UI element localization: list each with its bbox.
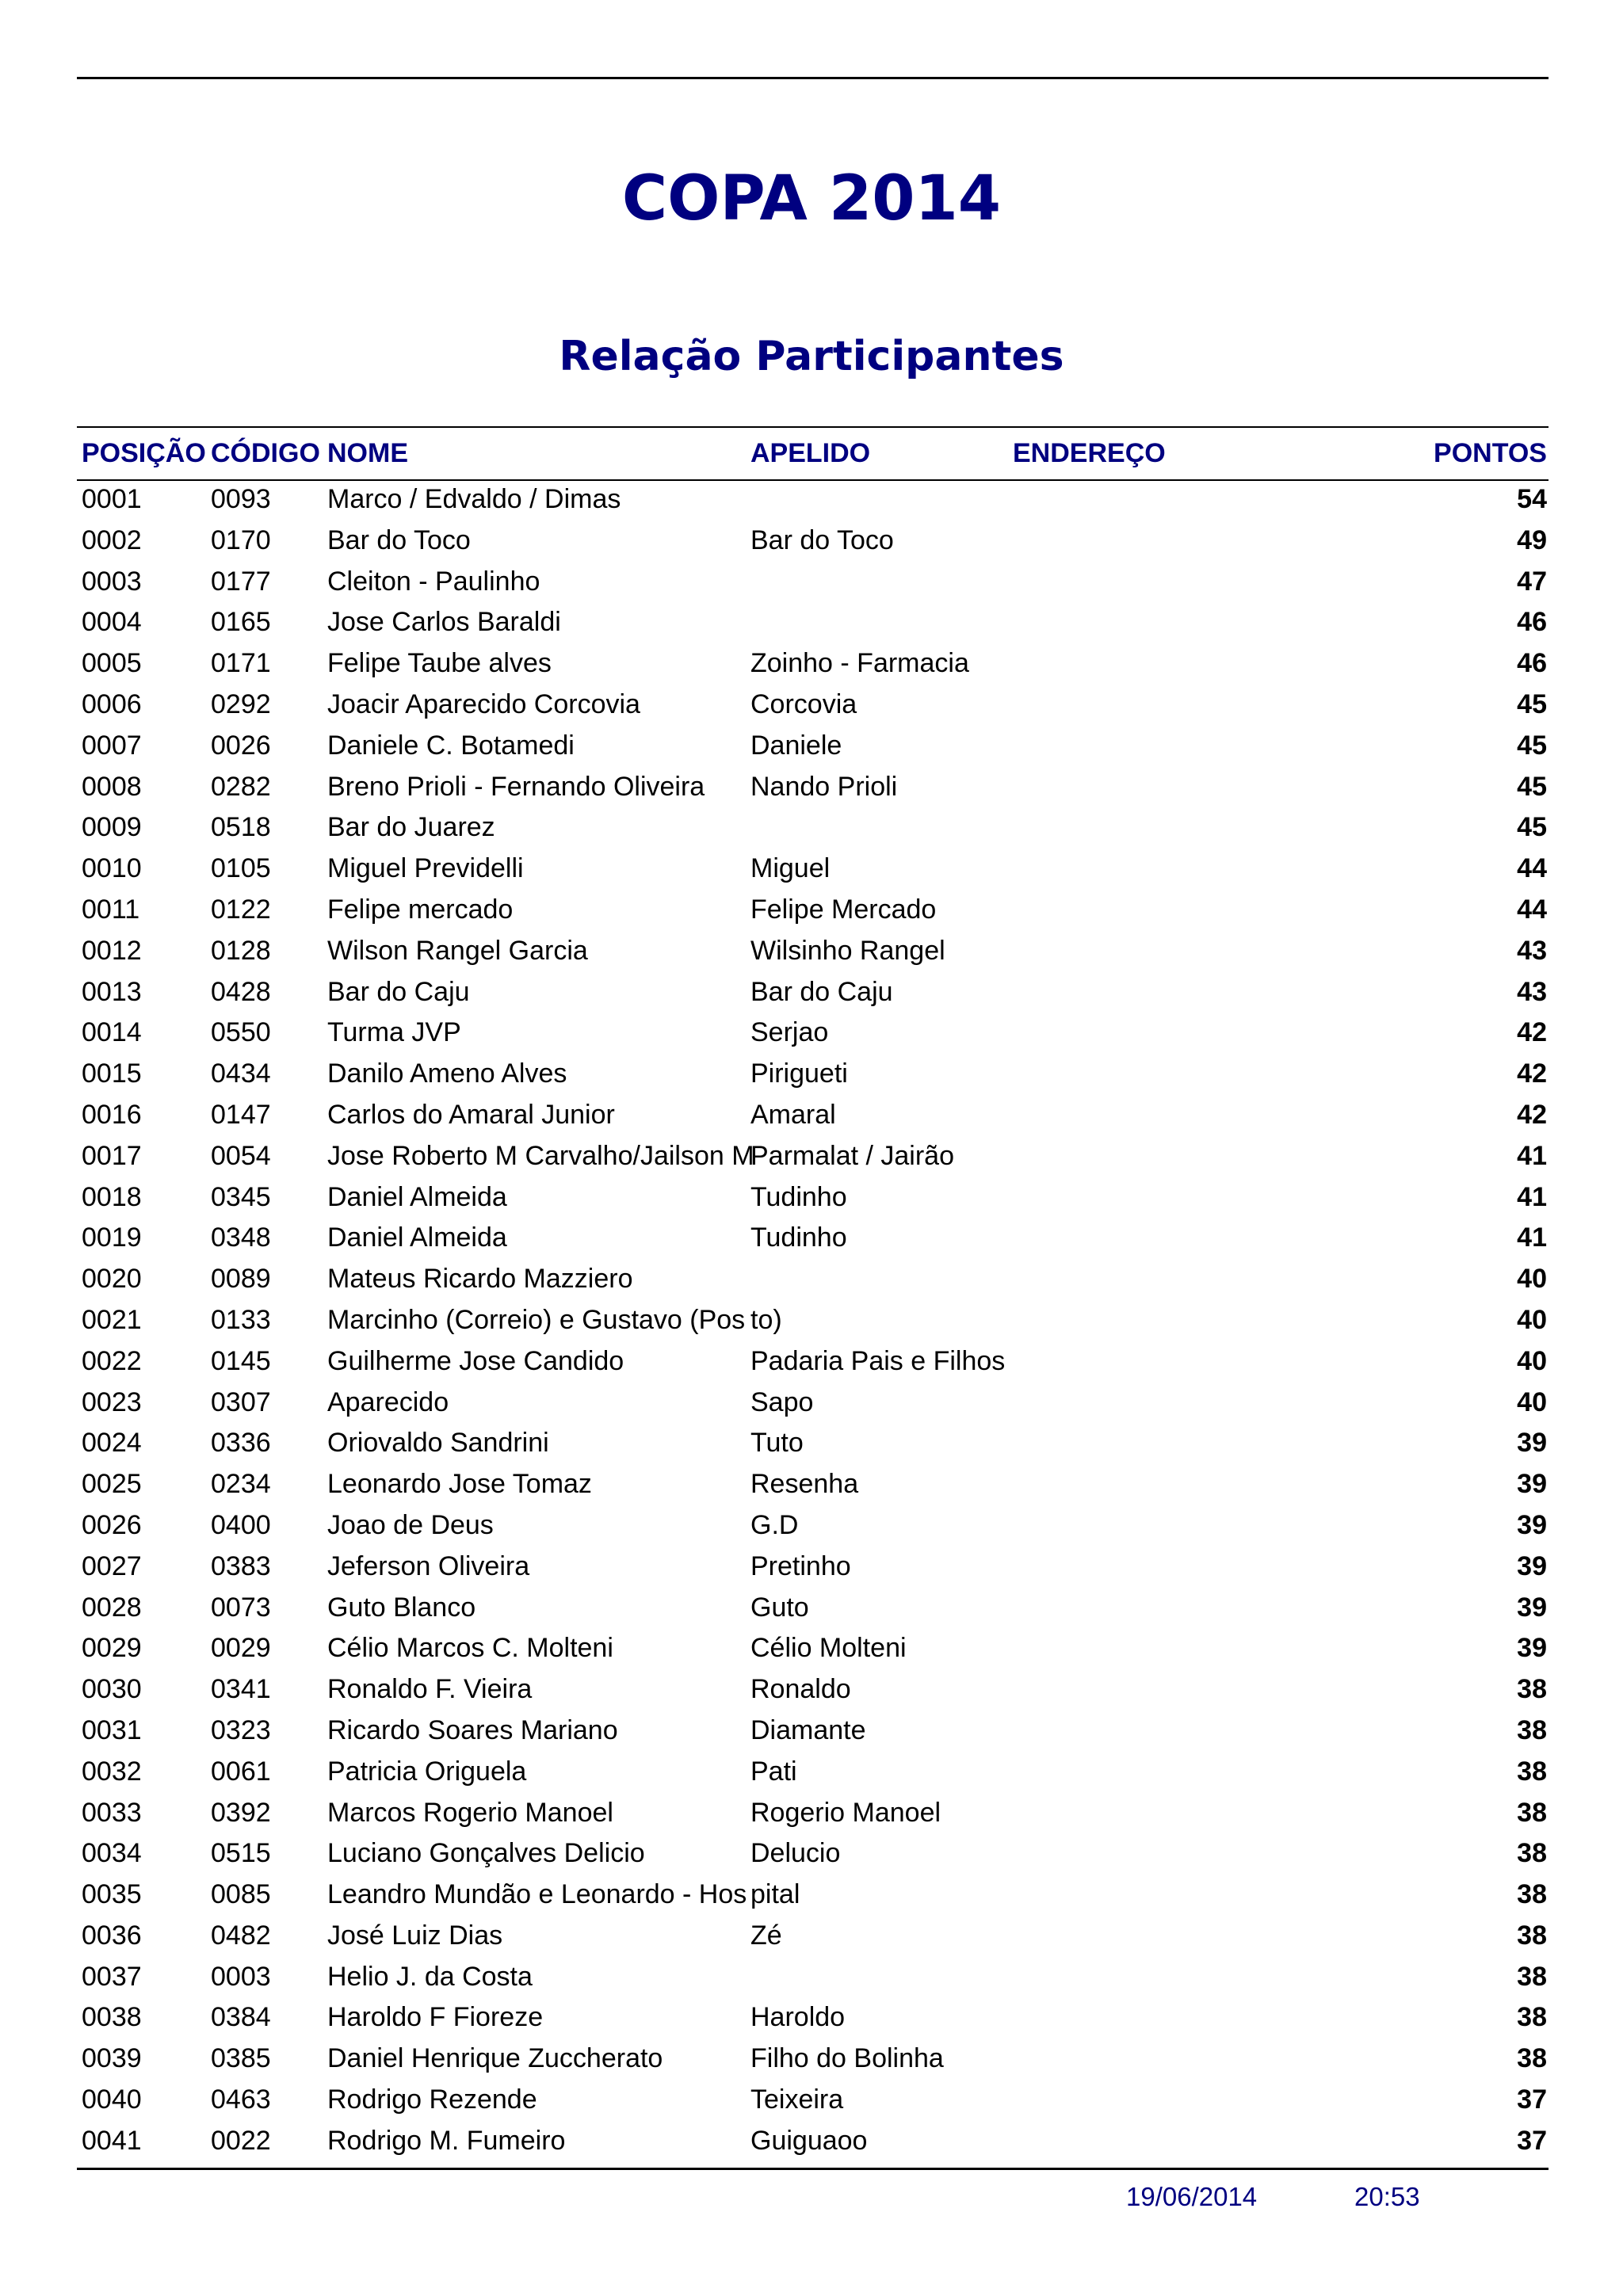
row-codigo: 0170 (211, 524, 271, 555)
row-nome: Luciano Gonçalves Delicio (327, 1838, 645, 1869)
table-row (0, 1217, 1623, 1258)
row-nome: Daniele C. Botamedi (327, 730, 575, 761)
row-codigo: 0085 (211, 1879, 271, 1910)
row-posicao: 0034 (82, 1838, 142, 1869)
row-posicao: 0032 (82, 1756, 142, 1787)
row-nome: José Luiz Dias (327, 1920, 503, 1951)
table-row (0, 848, 1623, 889)
row-nome: Guto Blanco (327, 1592, 476, 1623)
table-row (0, 971, 1623, 1013)
column-header-endereco: ENDEREÇO (1013, 438, 1166, 468)
row-apelido: Miguel (750, 853, 831, 884)
row-apelido: G.D (750, 1509, 799, 1540)
table-row (0, 1505, 1623, 1546)
row-nome: Leonardo Jose Tomaz (327, 1469, 592, 1500)
column-header-nome: NOME (327, 438, 408, 468)
top-divider (77, 77, 1549, 79)
row-apelido: Serjao (750, 1017, 829, 1048)
row-codigo: 0385 (211, 2043, 271, 2074)
row-pontos: 38 (1517, 2002, 1547, 2033)
row-codigo: 0345 (211, 1181, 271, 1212)
row-codigo: 0383 (211, 1550, 271, 1581)
row-pontos: 45 (1517, 730, 1547, 761)
row-pontos: 49 (1517, 524, 1547, 555)
row-codigo: 0341 (211, 1674, 271, 1705)
row-pontos: 44 (1517, 894, 1547, 925)
row-codigo: 0392 (211, 1797, 271, 1828)
row-codigo: 0336 (211, 1428, 271, 1459)
row-posicao: 0031 (82, 1714, 142, 1745)
row-pontos: 40 (1517, 1264, 1547, 1295)
row-codigo: 0518 (211, 812, 271, 843)
row-posicao: 0010 (82, 853, 142, 884)
row-nome: Danilo Ameno Alves (327, 1058, 567, 1089)
row-pontos: 39 (1517, 1633, 1547, 1664)
row-codigo: 0105 (211, 853, 271, 884)
row-pontos: 44 (1517, 853, 1547, 884)
bottom-divider (77, 2168, 1549, 2170)
row-codigo: 0323 (211, 1714, 271, 1745)
row-nome: Célio Marcos C. Molteni (327, 1633, 613, 1664)
row-nome: Rodrigo Rezende (327, 2084, 537, 2115)
row-nome: Helio J. da Costa (327, 1961, 533, 1992)
row-posicao: 0041 (82, 2125, 142, 2156)
row-posicao: 0017 (82, 1140, 142, 1171)
row-codigo: 0515 (211, 1838, 271, 1869)
row-nome: Cleiton - Paulinho (327, 566, 540, 597)
row-apelido: Diamante (750, 1714, 866, 1745)
row-pontos: 43 (1517, 976, 1547, 1007)
row-nome: Joao de Deus (327, 1509, 494, 1540)
row-posicao: 0016 (82, 1099, 142, 1130)
row-codigo: 0026 (211, 730, 271, 761)
table-row (0, 1587, 1623, 1628)
table-row (0, 1956, 1623, 1997)
row-codigo: 0003 (211, 1961, 271, 1992)
table-row (0, 479, 1623, 520)
row-pontos: 40 (1517, 1345, 1547, 1376)
row-nome: Jose Roberto M Carvalho/Jailson M (327, 1140, 754, 1171)
row-pontos: 46 (1517, 648, 1547, 679)
table-row (0, 1094, 1623, 1135)
row-codigo: 0128 (211, 935, 271, 966)
row-pontos: 45 (1517, 771, 1547, 802)
table-row (0, 1546, 1623, 1587)
table-row (0, 2038, 1623, 2079)
table-row (0, 1751, 1623, 1792)
row-pontos: 54 (1517, 484, 1547, 514)
table-row (0, 520, 1623, 561)
row-apelido: Haroldo (750, 2002, 846, 2033)
table-row (0, 1177, 1623, 1218)
column-header-codigo: CÓDIGO (211, 438, 320, 468)
row-posicao: 0009 (82, 812, 142, 843)
row-posicao: 0001 (82, 484, 142, 514)
row-posicao: 0028 (82, 1592, 142, 1623)
row-nome: Wilson Rangel Garcia (327, 935, 588, 966)
row-posicao: 0006 (82, 688, 142, 719)
row-nome: Leandro Mundão e Leonardo - Hos (327, 1879, 747, 1910)
header-top-divider (77, 426, 1549, 428)
table-row (0, 561, 1623, 602)
row-apelido: pital (750, 1879, 800, 1910)
row-codigo: 0147 (211, 1099, 271, 1130)
row-apelido: Célio Molteni (750, 1633, 907, 1664)
row-posicao: 0012 (82, 935, 142, 966)
participants-table (0, 479, 1623, 2161)
row-apelido: Felipe Mercado (750, 894, 937, 925)
row-pontos: 41 (1517, 1222, 1547, 1253)
row-codigo: 0348 (211, 1222, 271, 1253)
row-pontos: 38 (1517, 1920, 1547, 1951)
row-pontos: 38 (1517, 1879, 1547, 1910)
table-row (0, 1997, 1623, 2038)
row-pontos: 39 (1517, 1469, 1547, 1500)
table-row (0, 1382, 1623, 1423)
row-apelido: Pretinho (750, 1550, 851, 1581)
row-nome: Ronaldo F. Vieira (327, 1674, 533, 1705)
row-codigo: 0463 (211, 2084, 271, 2115)
row-pontos: 46 (1517, 607, 1547, 638)
table-row (0, 1341, 1623, 1382)
row-nome: Guilherme Jose Candido (327, 1345, 624, 1376)
row-apelido: to) (750, 1304, 782, 1335)
table-row (0, 1299, 1623, 1341)
row-apelido: Bar do Toco (750, 524, 894, 555)
row-codigo: 0073 (211, 1592, 271, 1623)
row-posicao: 0035 (82, 1879, 142, 1910)
row-posicao: 0021 (82, 1304, 142, 1335)
row-apelido: Tuto (750, 1428, 804, 1459)
row-posicao: 0030 (82, 1674, 142, 1705)
row-pontos: 41 (1517, 1140, 1547, 1171)
row-posicao: 0011 (82, 894, 140, 925)
column-header-apelido: APELIDO (750, 438, 871, 468)
row-pontos: 39 (1517, 1428, 1547, 1459)
row-apelido: Zé (750, 1920, 782, 1951)
row-posicao: 0026 (82, 1509, 142, 1540)
row-apelido: Resenha (750, 1469, 859, 1500)
column-header-posicao: POSIÇÃO (82, 438, 206, 468)
row-pontos: 42 (1517, 1017, 1547, 1048)
row-codigo: 0234 (211, 1469, 271, 1500)
row-codigo: 0133 (211, 1304, 271, 1335)
row-pontos: 41 (1517, 1181, 1547, 1212)
table-row (0, 1053, 1623, 1094)
row-codigo: 0093 (211, 484, 271, 514)
row-pontos: 40 (1517, 1304, 1547, 1335)
row-apelido: Corcovia (750, 688, 857, 719)
row-posicao: 0025 (82, 1469, 142, 1500)
row-posicao: 0004 (82, 607, 142, 638)
row-posicao: 0036 (82, 1920, 142, 1951)
row-apelido: Amaral (750, 1099, 836, 1130)
row-codigo: 0171 (211, 648, 271, 679)
row-codigo: 0282 (211, 771, 271, 802)
row-nome: Daniel Almeida (327, 1181, 507, 1212)
row-nome: Marcos Rogerio Manoel (327, 1797, 613, 1828)
row-apelido: Zoinho - Farmacia (750, 648, 969, 679)
table-row (0, 1627, 1623, 1669)
row-pontos: 38 (1517, 2043, 1547, 2074)
table-row (0, 1833, 1623, 1874)
row-nome: Haroldo F Fioreze (327, 2002, 544, 2033)
row-nome: Patricia Origuela (327, 1756, 527, 1787)
row-posicao: 0002 (82, 524, 142, 555)
row-nome: Miguel Previdelli (327, 853, 524, 884)
row-pontos: 39 (1517, 1592, 1547, 1623)
row-posicao: 0038 (82, 2002, 142, 2033)
row-posicao: 0008 (82, 771, 142, 802)
table-row (0, 1135, 1623, 1177)
row-posicao: 0007 (82, 730, 142, 761)
row-codigo: 0177 (211, 566, 271, 597)
row-posicao: 0024 (82, 1428, 142, 1459)
row-posicao: 0018 (82, 1181, 142, 1212)
row-pontos: 37 (1517, 2125, 1547, 2156)
row-apelido: Pati (750, 1756, 797, 1787)
row-posicao: 0013 (82, 976, 142, 1007)
row-posicao: 0014 (82, 1017, 142, 1048)
row-apelido: Guto (750, 1592, 809, 1623)
row-codigo: 0145 (211, 1345, 271, 1376)
row-nome: Bar do Caju (327, 976, 470, 1007)
row-codigo: 0434 (211, 1058, 271, 1089)
row-pontos: 38 (1517, 1961, 1547, 1992)
table-row (0, 807, 1623, 848)
table-row (0, 725, 1623, 766)
row-codigo: 0061 (211, 1756, 271, 1787)
row-posicao: 0019 (82, 1222, 142, 1253)
row-codigo: 0550 (211, 1017, 271, 1048)
row-nome: Jeferson Oliveira (327, 1550, 530, 1581)
row-nome: Felipe mercado (327, 894, 514, 925)
row-pontos: 38 (1517, 1838, 1547, 1869)
table-row (0, 2120, 1623, 2161)
page-subtitle: Relação Participantes (559, 333, 1064, 380)
row-apelido: Pirigueti (750, 1058, 848, 1089)
row-posicao: 0029 (82, 1633, 142, 1664)
row-nome: Turma JVP (327, 1017, 461, 1048)
table-row (0, 1669, 1623, 1710)
table-row (0, 930, 1623, 971)
row-posicao: 0003 (82, 566, 142, 597)
row-posicao: 0020 (82, 1264, 142, 1295)
row-pontos: 37 (1517, 2084, 1547, 2115)
row-apelido: Teixeira (750, 2084, 844, 2115)
row-nome: Ricardo Soares Mariano (327, 1714, 618, 1745)
row-apelido: Tudinho (750, 1222, 847, 1253)
table-row (0, 1463, 1623, 1505)
row-codigo: 0428 (211, 976, 271, 1007)
row-pontos: 45 (1517, 688, 1547, 719)
row-posicao: 0023 (82, 1386, 142, 1417)
row-codigo: 0400 (211, 1509, 271, 1540)
row-apelido: Filho do Bolinha (750, 2043, 944, 2074)
row-nome: Oriovaldo Sandrini (327, 1428, 549, 1459)
row-apelido: Parmalat / Jairão (750, 1140, 954, 1171)
row-apelido: Ronaldo (750, 1674, 851, 1705)
row-apelido: Delucio (750, 1838, 841, 1869)
row-posicao: 0005 (82, 648, 142, 679)
row-posicao: 0040 (82, 2084, 142, 2115)
row-codigo: 0054 (211, 1140, 271, 1171)
row-pontos: 38 (1517, 1714, 1547, 1745)
column-header-pontos: PONTOS (1434, 438, 1547, 468)
row-apelido: Tudinho (750, 1181, 847, 1212)
table-row (0, 643, 1623, 684)
row-codigo: 0384 (211, 2002, 271, 2033)
row-pontos: 43 (1517, 935, 1547, 966)
row-codigo: 0292 (211, 688, 271, 719)
row-nome: Daniel Henrique Zuccherato (327, 2043, 663, 2074)
row-apelido: Wilsinho Rangel (750, 935, 945, 966)
row-nome: Daniel Almeida (327, 1222, 507, 1253)
row-apelido: Rogerio Manoel (750, 1797, 941, 1828)
row-codigo: 0482 (211, 1920, 271, 1951)
row-posicao: 0039 (82, 2043, 142, 2074)
row-apelido: Sapo (750, 1386, 814, 1417)
footer-date: 19/06/2014 (1126, 2182, 1258, 2211)
row-pontos: 47 (1517, 566, 1547, 597)
row-apelido: Nando Prioli (750, 771, 898, 802)
row-codigo: 0122 (211, 894, 271, 925)
footer-time: 20:53 (1354, 2182, 1420, 2211)
row-codigo: 0022 (211, 2125, 271, 2156)
table-row (0, 1874, 1623, 1915)
table-row (0, 1258, 1623, 1299)
table-row (0, 2079, 1623, 2120)
row-posicao: 0033 (82, 1797, 142, 1828)
row-posicao: 0015 (82, 1058, 142, 1089)
row-nome: Carlos do Amaral Junior (327, 1099, 615, 1130)
row-nome: Jose Carlos Baraldi (327, 607, 561, 638)
row-pontos: 38 (1517, 1797, 1547, 1828)
row-nome: Mateus Ricardo Mazziero (327, 1264, 633, 1295)
row-nome: Aparecido (327, 1386, 449, 1417)
row-posicao: 0027 (82, 1550, 142, 1581)
row-pontos: 39 (1517, 1550, 1547, 1581)
row-nome: Breno Prioli - Fernando Oliveira (327, 771, 705, 802)
page-title: COPA 2014 (621, 163, 1002, 235)
row-codigo: 0089 (211, 1264, 271, 1295)
row-pontos: 38 (1517, 1756, 1547, 1787)
row-pontos: 45 (1517, 812, 1547, 843)
row-codigo: 0165 (211, 607, 271, 638)
row-nome: Marcinho (Correio) e Gustavo (Pos (327, 1304, 746, 1335)
row-posicao: 0037 (82, 1961, 142, 1992)
table-row (0, 684, 1623, 725)
row-nome: Joacir Aparecido Corcovia (327, 688, 640, 719)
row-codigo: 0029 (211, 1633, 271, 1664)
table-row (0, 1012, 1623, 1053)
table-row (0, 889, 1623, 930)
row-apelido: Daniele (750, 730, 842, 761)
row-apelido: Padaria Pais e Filhos (750, 1345, 1006, 1376)
row-apelido: Bar do Caju (750, 976, 893, 1007)
table-row (0, 1710, 1623, 1751)
table-row (0, 601, 1623, 643)
row-nome: Felipe Taube alves (327, 648, 552, 679)
row-posicao: 0022 (82, 1345, 142, 1376)
row-nome: Marco / Edvaldo / Dimas (327, 484, 621, 514)
row-pontos: 42 (1517, 1099, 1547, 1130)
row-nome: Rodrigo M. Fumeiro (327, 2125, 566, 2156)
row-pontos: 42 (1517, 1058, 1547, 1089)
row-pontos: 39 (1517, 1509, 1547, 1540)
table-row (0, 1792, 1623, 1833)
table-row (0, 1422, 1623, 1463)
row-pontos: 38 (1517, 1674, 1547, 1705)
table-row (0, 1915, 1623, 1956)
row-codigo: 0307 (211, 1386, 271, 1417)
row-nome: Bar do Toco (327, 524, 471, 555)
row-apelido: Guiguaoo (750, 2125, 868, 2156)
row-nome: Bar do Juarez (327, 812, 495, 843)
row-pontos: 40 (1517, 1386, 1547, 1417)
table-row (0, 766, 1623, 807)
